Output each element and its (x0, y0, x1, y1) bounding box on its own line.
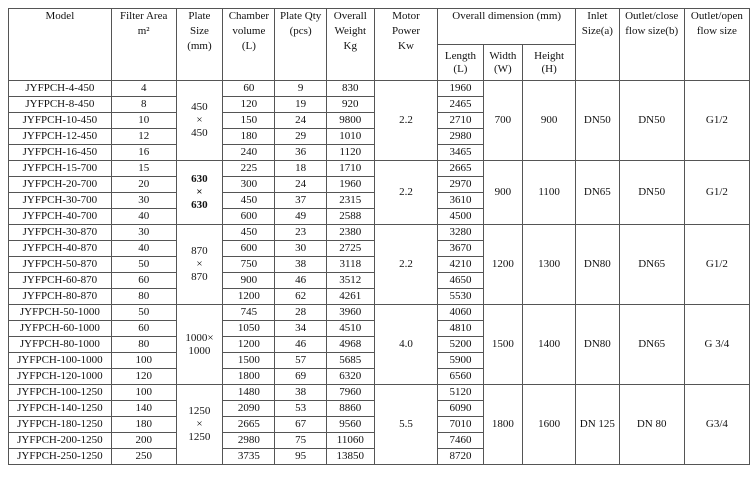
plate-qty-cell: 24 (275, 177, 326, 193)
plate-size-line: 630 (191, 173, 208, 185)
chamber-volume-cell: 60 (223, 81, 275, 97)
plate-qty-cell: 62 (275, 289, 326, 305)
header-inlet-size: Inlet Size(a) (576, 9, 619, 81)
chamber-volume-cell: 2980 (223, 433, 275, 449)
model-cell: JYFPCH-40-700 (9, 209, 112, 225)
overall-weight-cell: 9560 (326, 417, 374, 433)
header-outlet-close: Outlet/close flow size(b) (619, 9, 684, 81)
plate-qty-cell: 24 (275, 113, 326, 129)
plate-qty-cell: 49 (275, 209, 326, 225)
header-plate-size: Plate Size (mm) (176, 9, 223, 81)
header-width: Width (W) (483, 45, 522, 81)
plate-size-line: 1250 (188, 431, 211, 443)
length-cell: 2465 (438, 97, 483, 113)
overall-weight-cell: 8860 (326, 401, 374, 417)
overall-weight-cell: 2725 (326, 241, 374, 257)
model-cell: JYFPCH-80-1000 (9, 337, 112, 353)
plate-qty-cell: 37 (275, 193, 326, 209)
plate-size-line: 450 (191, 127, 208, 139)
plate-size-line: 870 (191, 245, 208, 257)
header-height: Height (H) (523, 45, 576, 81)
chamber-volume-cell: 450 (223, 193, 275, 209)
plate-qty-cell: 29 (275, 129, 326, 145)
filter-area-cell: 250 (111, 449, 176, 465)
height-cell: 900 (523, 81, 576, 161)
plate-qty-cell: 95 (275, 449, 326, 465)
outlet-open-cell: G1/2 (684, 161, 749, 225)
motor-power-cell: 2.2 (374, 161, 437, 225)
length-cell: 5900 (438, 353, 483, 369)
motor-power-cell: 2.2 (374, 225, 437, 305)
length-cell: 3670 (438, 241, 483, 257)
model-cell: JYFPCH-180-1250 (9, 417, 112, 433)
plate-qty-cell: 69 (275, 369, 326, 385)
overall-weight-cell: 920 (326, 97, 374, 113)
overall-weight-cell: 2588 (326, 209, 374, 225)
filter-area-cell: 100 (111, 385, 176, 401)
outlet-close-cell: DN50 (619, 161, 684, 225)
length-cell: 4500 (438, 209, 483, 225)
outlet-close-cell: DN65 (619, 305, 684, 385)
height-cell: 1300 (523, 225, 576, 305)
chamber-volume-cell: 225 (223, 161, 275, 177)
length-cell: 4650 (438, 273, 483, 289)
chamber-volume-cell: 120 (223, 97, 275, 113)
filter-area-cell: 40 (111, 241, 176, 257)
table-row (9, 385, 750, 401)
length-cell: 5530 (438, 289, 483, 305)
height-cell: 1400 (523, 305, 576, 385)
plate-size-line: × (196, 418, 203, 430)
chamber-volume-cell: 240 (223, 145, 275, 161)
plate-size-line: 630 (191, 199, 208, 211)
filter-area-cell: 50 (111, 257, 176, 273)
model-cell: JYFPCH-16-450 (9, 145, 112, 161)
filter-area-cell: 8 (111, 97, 176, 113)
overall-weight-cell: 4968 (326, 337, 374, 353)
plate-size-line: 450 (191, 101, 208, 113)
plate-size-cell (176, 225, 223, 305)
length-cell: 1960 (438, 81, 483, 97)
chamber-volume-cell: 1200 (223, 337, 275, 353)
plate-qty-cell: 75 (275, 433, 326, 449)
outlet-close-cell: DN 80 (619, 385, 684, 465)
model-cell: JYFPCH-100-1000 (9, 353, 112, 369)
inlet-size-cell: DN80 (576, 305, 619, 385)
chamber-volume-cell: 300 (223, 177, 275, 193)
width-cell: 700 (483, 81, 522, 161)
plate-size-line: × (196, 186, 203, 198)
overall-weight-cell: 9800 (326, 113, 374, 129)
filter-area-cell: 15 (111, 161, 176, 177)
model-cell: JYFPCH-50-1000 (9, 305, 112, 321)
height-cell: 1100 (523, 161, 576, 225)
model-cell: JYFPCH-60-870 (9, 273, 112, 289)
chamber-volume-cell: 180 (223, 129, 275, 145)
overall-weight-cell: 3512 (326, 273, 374, 289)
inlet-size-cell: DN 125 (576, 385, 619, 465)
outlet-open-cell: G1/2 (684, 81, 749, 161)
header-length: Length (L) (438, 45, 483, 81)
plate-size-line: 1000× (185, 331, 214, 344)
model-cell: JYFPCH-60-1000 (9, 321, 112, 337)
model-cell: JYFPCH-15-700 (9, 161, 112, 177)
header-plate-qty: Plate Qty (pcs) (275, 9, 326, 81)
overall-weight-cell: 3960 (326, 305, 374, 321)
model-cell: JYFPCH-50-870 (9, 257, 112, 273)
inlet-size-cell: DN50 (576, 81, 619, 161)
length-cell: 5200 (438, 337, 483, 353)
plate-size-line: × (196, 114, 203, 126)
motor-power-cell: 5.5 (374, 385, 437, 465)
length-cell: 3280 (438, 225, 483, 241)
chamber-volume-cell: 1200 (223, 289, 275, 305)
filter-area-cell: 100 (111, 353, 176, 369)
plate-size-cell (176, 161, 223, 225)
header-outlet-open: Outlet/open flow size (684, 9, 749, 81)
outlet-close-cell: DN65 (619, 225, 684, 305)
header-model: Model (9, 9, 112, 81)
plate-size-cell (176, 305, 223, 385)
chamber-volume-cell: 150 (223, 113, 275, 129)
outlet-open-cell: G 3/4 (684, 305, 749, 385)
chamber-volume-cell: 2090 (223, 401, 275, 417)
chamber-volume-cell: 1500 (223, 353, 275, 369)
filter-area-cell: 40 (111, 209, 176, 225)
length-cell: 4210 (438, 257, 483, 273)
chamber-volume-cell: 1480 (223, 385, 275, 401)
overall-weight-cell: 2380 (326, 225, 374, 241)
header-overall-dimension: Overall dimension (mm) (438, 9, 576, 45)
filter-area-cell: 200 (111, 433, 176, 449)
width-cell: 1500 (483, 305, 522, 385)
width-cell: 1200 (483, 225, 522, 305)
length-cell: 7460 (438, 433, 483, 449)
filter-area-cell: 180 (111, 417, 176, 433)
model-cell: JYFPCH-8-450 (9, 97, 112, 113)
plate-qty-cell: 67 (275, 417, 326, 433)
length-cell: 2665 (438, 161, 483, 177)
table-row (9, 225, 750, 241)
filter-area-cell: 20 (111, 177, 176, 193)
filter-area-cell: 60 (111, 273, 176, 289)
length-cell: 4060 (438, 305, 483, 321)
chamber-volume-cell: 600 (223, 241, 275, 257)
spec-table (8, 8, 750, 465)
plate-qty-cell: 28 (275, 305, 326, 321)
filter-area-cell: 30 (111, 193, 176, 209)
model-cell: JYFPCH-4-450 (9, 81, 112, 97)
length-cell: 4810 (438, 321, 483, 337)
filter-area-cell: 30 (111, 225, 176, 241)
model-cell: JYFPCH-250-1250 (9, 449, 112, 465)
filter-area-cell: 80 (111, 289, 176, 305)
length-cell: 2970 (438, 177, 483, 193)
chamber-volume-cell: 1050 (223, 321, 275, 337)
plate-qty-cell: 57 (275, 353, 326, 369)
filter-area-cell: 140 (111, 401, 176, 417)
plate-size-line: × (196, 258, 203, 270)
plate-qty-cell: 30 (275, 241, 326, 257)
overall-weight-cell: 4510 (326, 321, 374, 337)
height-cell: 1600 (523, 385, 576, 465)
model-cell: JYFPCH-140-1250 (9, 401, 112, 417)
filter-area-cell: 4 (111, 81, 176, 97)
filter-area-cell: 12 (111, 129, 176, 145)
plate-qty-cell: 9 (275, 81, 326, 97)
motor-power-cell: 2.2 (374, 81, 437, 161)
model-cell: JYFPCH-30-700 (9, 193, 112, 209)
model-cell: JYFPCH-20-700 (9, 177, 112, 193)
chamber-volume-cell: 745 (223, 305, 275, 321)
chamber-volume-cell: 3735 (223, 449, 275, 465)
length-cell: 5120 (438, 385, 483, 401)
header-chamber-volume: Chamber volume (L) (223, 9, 275, 81)
filter-area-cell: 80 (111, 337, 176, 353)
plate-qty-cell: 38 (275, 257, 326, 273)
filter-area-cell: 50 (111, 305, 176, 321)
length-cell: 2710 (438, 113, 483, 129)
table-row (9, 305, 750, 321)
filter-area-cell: 10 (111, 113, 176, 129)
plate-qty-cell: 38 (275, 385, 326, 401)
overall-weight-cell: 1010 (326, 129, 374, 145)
chamber-volume-cell: 900 (223, 273, 275, 289)
header-filter-area: Filter Area m² (111, 9, 176, 81)
plate-qty-cell: 36 (275, 145, 326, 161)
overall-weight-cell: 1710 (326, 161, 374, 177)
filter-area-cell: 120 (111, 369, 176, 385)
overall-weight-cell: 4261 (326, 289, 374, 305)
outlet-open-cell: G1/2 (684, 225, 749, 305)
model-cell: JYFPCH-12-450 (9, 129, 112, 145)
overall-weight-cell: 2315 (326, 193, 374, 209)
plate-qty-cell: 19 (275, 97, 326, 113)
plate-qty-cell: 46 (275, 337, 326, 353)
table-row (9, 81, 750, 97)
chamber-volume-cell: 600 (223, 209, 275, 225)
table-row (9, 161, 750, 177)
plate-size-cell (176, 81, 223, 161)
plate-qty-cell: 53 (275, 401, 326, 417)
overall-weight-cell: 11060 (326, 433, 374, 449)
spec-table-body (9, 81, 750, 465)
motor-power-cell: 4.0 (374, 305, 437, 385)
model-cell: JYFPCH-120-1000 (9, 369, 112, 385)
plate-qty-cell: 46 (275, 273, 326, 289)
length-cell: 7010 (438, 417, 483, 433)
plate-qty-cell: 23 (275, 225, 326, 241)
chamber-volume-cell: 450 (223, 225, 275, 241)
overall-weight-cell: 3118 (326, 257, 374, 273)
model-cell: JYFPCH-80-870 (9, 289, 112, 305)
filter-area-cell: 16 (111, 145, 176, 161)
model-cell: JYFPCH-200-1250 (9, 433, 112, 449)
plate-size-cell (176, 385, 223, 465)
outlet-close-cell: DN50 (619, 81, 684, 161)
width-cell: 900 (483, 161, 522, 225)
plate-size-line: 1000 (188, 344, 211, 357)
overall-weight-cell: 5685 (326, 353, 374, 369)
overall-weight-cell: 7960 (326, 385, 374, 401)
overall-weight-cell: 6320 (326, 369, 374, 385)
plate-qty-cell: 18 (275, 161, 326, 177)
chamber-volume-cell: 1800 (223, 369, 275, 385)
chamber-volume-cell: 2665 (223, 417, 275, 433)
chamber-volume-cell: 750 (223, 257, 275, 273)
width-cell: 1800 (483, 385, 522, 465)
plate-qty-cell: 34 (275, 321, 326, 337)
length-cell: 2980 (438, 129, 483, 145)
header-motor-power: Motor Power Kw (374, 9, 437, 81)
model-cell: JYFPCH-40-870 (9, 241, 112, 257)
model-cell: JYFPCH-10-450 (9, 113, 112, 129)
plate-size-line: 870 (191, 271, 208, 283)
filter-area-cell: 60 (111, 321, 176, 337)
length-cell: 8720 (438, 449, 483, 465)
length-cell: 6560 (438, 369, 483, 385)
length-cell: 3465 (438, 145, 483, 161)
outlet-open-cell: G3/4 (684, 385, 749, 465)
header-overall-weight: Overall Weight Kg (326, 9, 374, 81)
overall-weight-cell: 13850 (326, 449, 374, 465)
overall-weight-cell: 1960 (326, 177, 374, 193)
overall-weight-cell: 830 (326, 81, 374, 97)
length-cell: 6090 (438, 401, 483, 417)
model-cell: JYFPCH-100-1250 (9, 385, 112, 401)
inlet-size-cell: DN65 (576, 161, 619, 225)
length-cell: 3610 (438, 193, 483, 209)
model-cell: JYFPCH-30-870 (9, 225, 112, 241)
inlet-size-cell: DN80 (576, 225, 619, 305)
overall-weight-cell: 1120 (326, 145, 374, 161)
plate-size-line: 1250 (188, 405, 211, 417)
